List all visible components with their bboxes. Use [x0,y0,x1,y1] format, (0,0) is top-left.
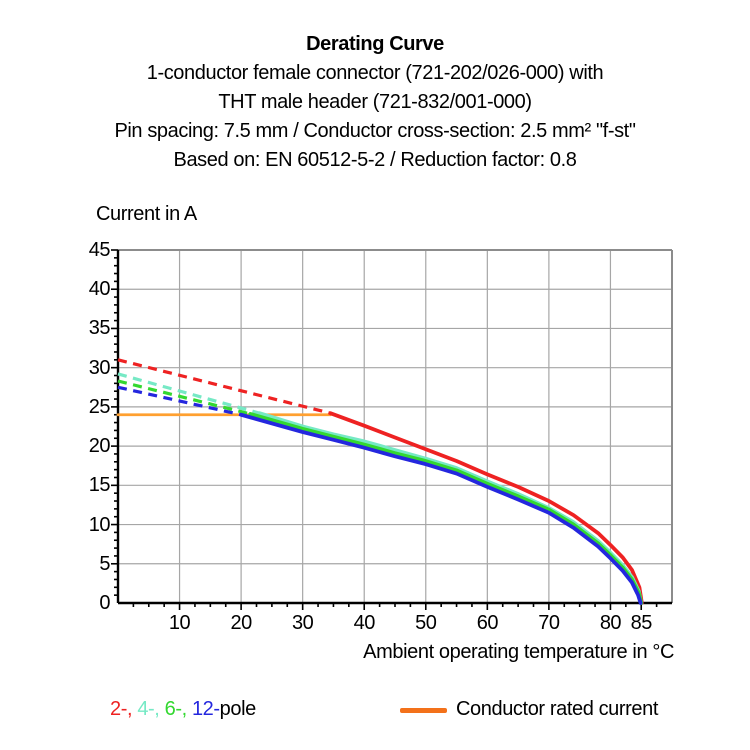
title-block [25,30,725,175]
y-tick-label: 0 [99,592,110,614]
subtitle-line-3: Pin spacing: 7.5 mm / Conductor cross-section: 2.5 mm² "f-st" [114,120,636,142]
x-axis-title: Ambient operating temperature in °C [363,641,674,663]
x-tick-label: 50 [415,612,437,634]
y-tick-label: 5 [99,552,110,575]
y-tick-label: 15 [88,474,110,497]
x-tick-label: 30 [292,612,314,634]
plot-area [118,250,672,603]
legend [0,696,750,726]
y-tick-label: 45 [88,239,110,261]
x-tick-label: 85 [630,612,652,634]
legend-pole-list [110,698,256,721]
y-axis-title: Current in A [96,203,197,225]
plot-svg [118,250,672,603]
subtitle-line-4: Based on: EN 60512-5-2 / Reduction factor: 0.8 [173,149,577,171]
legend-rated-label: Conductor rated current [456,698,659,720]
subtitle-line-2: THT male header (721-832/001-000) [218,91,532,113]
legend-pole-item: 6-, [164,698,187,720]
legend-pole-item: 2-, [110,698,133,720]
x-tick-label: 40 [353,612,375,634]
x-tick-label: 60 [476,612,498,634]
y-tick-label: 30 [88,356,110,379]
y-tick-label: 25 [88,395,110,418]
curve-2-pole [330,413,641,603]
curve-4-pole [260,413,642,603]
x-tick-label: 10 [168,612,191,634]
legend-pole-item: 4-, [137,698,160,720]
curve-12-pole [241,415,640,603]
chart-title: Derating Curve [306,33,444,55]
curve-6-pole-unreduced [118,381,250,414]
legend-pole-suffix: pole [219,698,256,720]
rated-current-line-swatch [400,708,447,713]
x-tick-label: 80 [599,612,622,634]
y-tick-label: 20 [88,435,110,458]
x-tick-label: 20 [230,612,252,634]
subtitle-line-1: 1-conductor female connector (721-202/026-000) with [146,62,604,84]
curve-6-pole [250,414,641,603]
y-tick-label: 35 [88,317,110,340]
y-tick-label: 40 [88,278,110,301]
x-tick-label: 70 [538,612,560,634]
legend-pole-item: 12- [191,698,220,720]
y-tick-label: 10 [88,513,110,536]
